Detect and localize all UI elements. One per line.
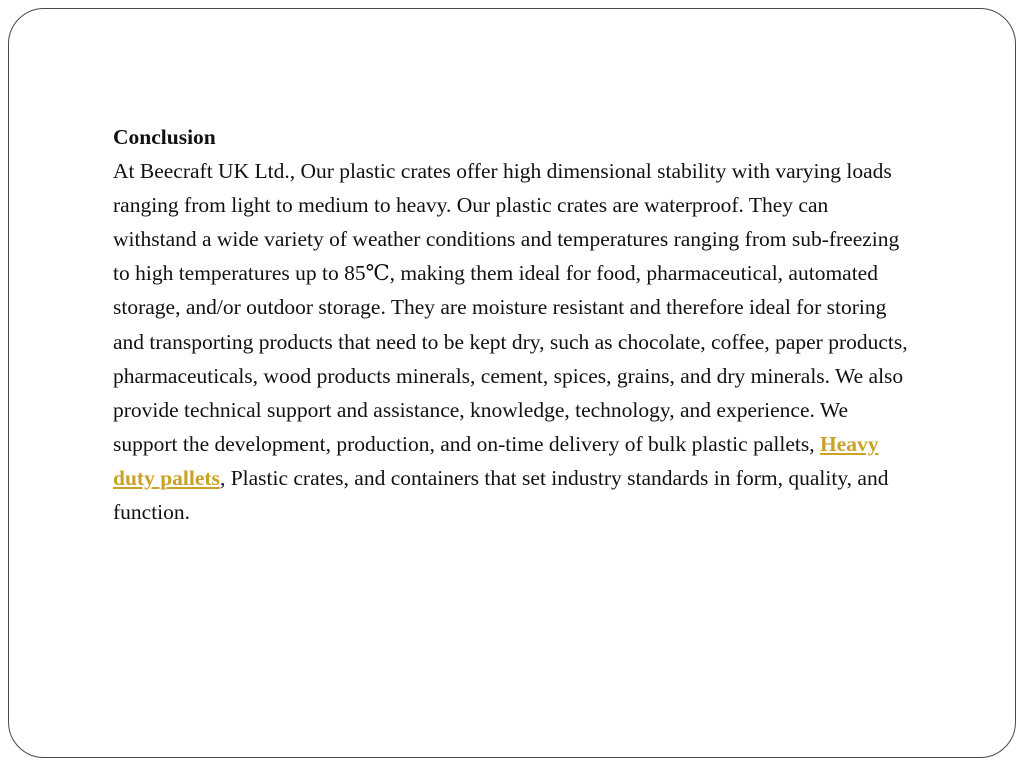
heavy-duty-pallets-link[interactable]: Heavy duty pallets (113, 431, 879, 490)
paragraph-text-before-link: At Beecraft UK Ltd., Our plastic crates offer high dimensional stability with varying loads ranging from light to medium to heavy. Our plastic crates are waterproof. They can withstand a wide variety of weather conditions and temperatures ranging from sub-freezing to high temperatures up to 85℃, making them ideal for food, pharmaceutical, automated storage, and/or outdoor storage. They are moisture resistant and therefore ideal for storing and transporting products that need to be kept dry, such as chocolate, coffee, paper products, pharmaceuticals, wood products minerals, cement, spices, grains, and dry minerals. We also provide technical support and assistance, knowledge, technology, and experience. We support the development, production, and on-time delivery of bulk plastic pallets, (113, 159, 908, 456)
slide-body (113, 120, 913, 529)
slide-heading: Conclusion (113, 125, 216, 149)
slide-frame (8, 8, 1016, 758)
paragraph-text-after-link: , Plastic crates, and containers that set industry standards in form, quality, and function. (113, 465, 889, 525)
